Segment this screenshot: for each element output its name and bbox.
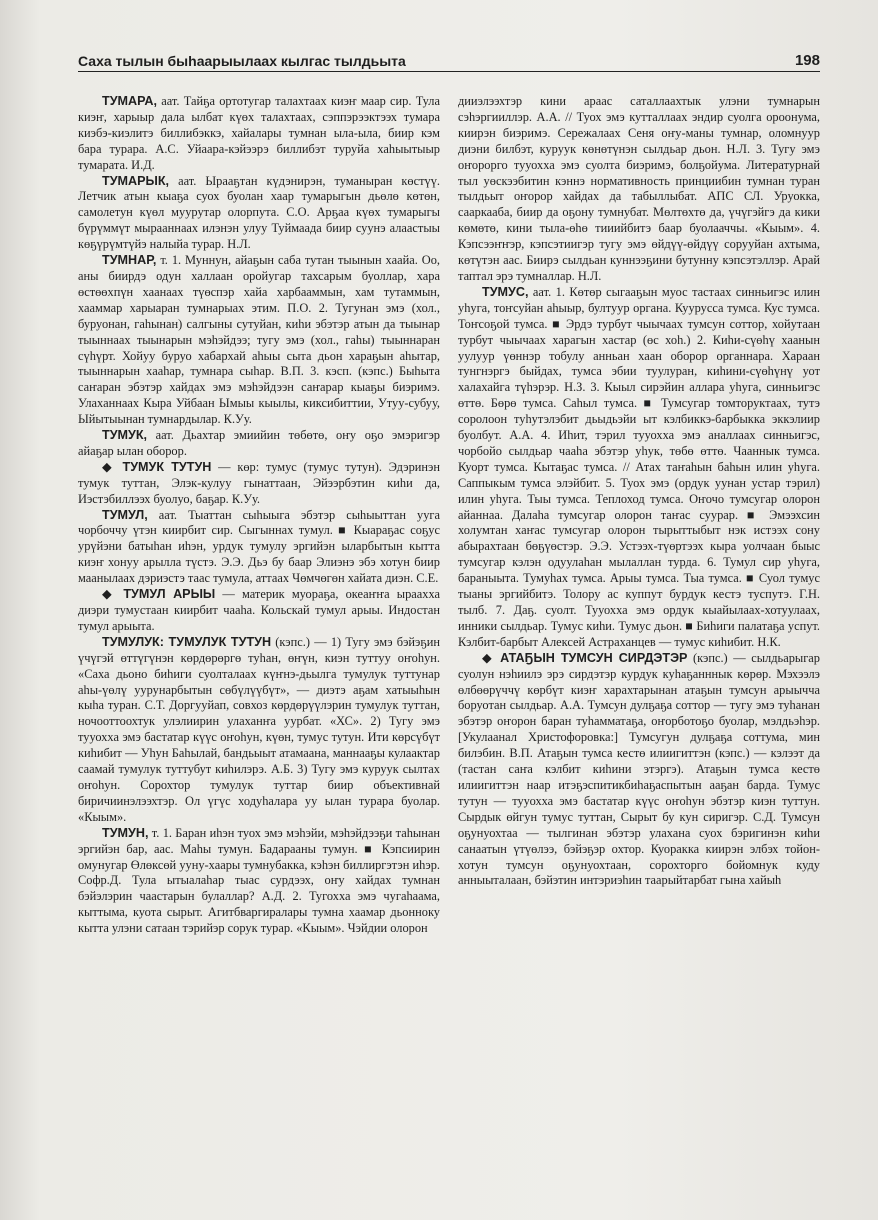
entry-text: (кэпс.) — 1) Тугу эмэ бэйэҕин үчүгэй өттүгүнэн көрдөрөргө туһан, өҥүн, киэн туттуу оҥоһун. «Саха дьоно биһиги суолталаах күҥнэ-дьылга тумулук туттунар аһы-үөлү уурунарбытын сөбүлүүбүт», — диэтэ аҕам хатыыһын кыһа туран. С.Т. Доргууйап, совхоз көрдөрүүлэрин тумулук туттан, ночооттоохтук улэлиирин улаханҥа уурбат. «ХС». 2) Тугу эмэ тууохха эмэ бастатар күүс оҥоһун, күөн, тумус тутун. Ити көрсүбүт киһибит — Уһун Баһылай, бандьыыт атамаана, маннааҕы кулаактар саамай тумулук туттубут киһилэрэ. А.Б. 3) Тугу эмэ куруук сылтах оҥоһун. Сорохтор тумулук туттар биир объективнай биричиинэлээхтэр. Ол үгүс ходуһалара уу ылан турара буолар. «Кыым».: [78, 634, 440, 824]
entry-headword: ТУМУЛ,: [102, 507, 148, 522]
entry-text: (кэпс.) — сылдьарыгар суолун нэһиилэ эрэ сирдэтэр курдук куһаҕанннык көрөр. Мэхээлэ өлбөөрүччү көрбүт киэҥ харахтарынан атаҕын тумсун арыычча боруотан сылдьар. А.А. Тумсун дулҕаҕа соттор — тугу эмэ туһанан эбэтэр оҥорон баран туһамматаҕа, оҥорботоҕо буолар, мэлдьэһэр. [Укулаанал Христофоровка:] Тумсугун дулҕаҕа соттума, мин билэбин. В.П. Атаҕын тумса кестө илиигиттэн (кэпс.) — кэлээт да (тастан саҥа кэлбит киһини этэргэ). Атаҕын тумса кестө илиигиттэн наар итэҕэспитикбиһаҕаспытын ааҕан барда. Тумус тутун — тууохха эмэ бастатар күүс оҥоһун эбэтэр киэн туттун. Сырдык өйгун тумус туттан, Сырыт бу кун сиригэр. С.Д. Тумсун оҕунуохтаа — тылгинан эбэтэр улахана суох бэригинэн киһи санаатын үтүөлээ, бэйэҕэр охтор. Куоракка киирэн элбэх тойон-хотун тумсун оҕунуохтаан, сорохторго бойомнук куду анныыталаан, бэйэтин интэриэһин таарыйтарбат гына хайыһ: [458, 650, 820, 888]
entry-headword: ТУМУК,: [102, 428, 148, 443]
entry-headword: ◆ ТУМУЛ АРЫЫ: [102, 587, 216, 602]
right-column: [458, 94, 820, 937]
entry-text: аат. 1. Көтөр сыгааҕын муос тастаах синньигэс илин уһуга, тоҥсуйан аһыыр, бултуур органа. Куурусса тумса. Кус тумса. Тоҥсоҕой тумса. ■ Эрдэ турбут чыычаах тумсун соттор, хойутаан турбут чыычаах харагын хастар (өс хоһ.) 2. Киһи-сүөһү хаанын уулуур үөннэр тобулу анньан хаан оборор органнара. Хараан тунгнэргэ быйдах, тумса эбии туулуран, киһини-сүөһүнү уот халахайга түһэрэр. Н.З. 3. Кыыл сирэйин аллара уһуга, синньигэс өттө. Бөрө тумса. Саһыл тумса. ■ Тумсугар томторуктаах, тутэ соролоон туһутэлэбит дьыдьэйи ыт кэлбиккэ-барбыкка эккэлиир буолбут. А.А. 4. Иһит, тэрил тууохха эмэ аналлаах синньигэс, чорбойо сылдьар чааһа эбэтэр уһук, төбө өттө. Чааннык тумса. Куорт тумса. Кытаҕас тумса. // Атах таҥаһын баһын илин уһуга. Саппыкым тумса элэйбит. 5. Туох эмэ (ордук уунан устар тэрил) илин уһуга. Тыы тумса. Теплоход тумса. Оҥочо тумсугар олорон айаннаа. Далаһа тумсугар олорон таҥас суурар. ■ Эмээхсин холумтан хаҥас тумсугар олорон тырыттыбыт нэк истээх сону абырахтаан бөҕүөстэр. Э.Э. Устээх-түөртээх кыра уолчаан быыс тумсугар кэлэн одуулаһан мылаллан турда. 6. Тумул сир уһуга, бараныыта. Тумуһах тумса. Арыы тумса. Тыа тумса. ■ Суол тумус тыаны эргийбитэ. Толору ас куппут бурдук кестэ туспутэ. Г.Н. тылб. 7. Даҕ. суолт. Тууохха эмэ ордук кыайылаах-хотуулаах, инники сылдьар. Тумус киһи. Тумус дьон. ■ Биһиги палатаҕа успут. Кэлбит-барбыт Алексей Астраханцев — тумус киһибит. Н.К.: [458, 284, 820, 649]
entry-headword: ТУМНАР,: [102, 253, 157, 268]
header-title: Саха тылын быhаарыылаах кылгас тылдьыта: [78, 53, 406, 69]
dictionary-entry: [78, 826, 440, 937]
entry-text: аат. Дьахтар эмиийин төбөтө, оҥу оҕо эмэригэр айаҕар ылан оборор.: [78, 428, 440, 458]
dictionary-entry: [458, 651, 820, 890]
entry-text: аат. Ырааҕтан күдэнирэн, туманыран көстүү. Летчик атын кыаҕа суох буолан хаар тумарыгын дьөлө көтөн, самолетун күөл муурутар олорпута. С.О. Арҕаа күөх тумарыгы бүрүммүт мырааннаах илэнэн улуу Туймаада биир суунэ алаастыы көҕүрүмтүйэ налыйа турар. Н.Л.: [78, 173, 440, 252]
entry-headword: ◆ ТУМУК ТУТУН: [102, 459, 212, 474]
dictionary-entry: [78, 635, 440, 826]
dictionary-entry: [78, 508, 440, 588]
entry-headword: ◆ АТАҔЫН ТУМСУН СИРДЭТЭР: [482, 650, 688, 665]
dictionary-entry: [78, 253, 440, 428]
entry-text: дииэлээхтэр кини араас саталлаахтык улэни тумнарын сэһэргииллэр. А.А. // Туох эмэ кутталлаах эндир суолга ороонума, киирэн биэримэ. Сережалаах Сеня оҥу-маны тумнар, оломнуур диэни билбэт, куруук көнөтүнэн сылдьар дьон. Н.Л. 3. Тугу эмэ оҥорорго тууохха эмэ суолта биэримэ, болҕойума. Литературнай тыл уөскээбитин кэннэ нормативность принциибин тумнан туран тылдьыт оҥорор хайдах да табыллыбат. АПС СЛ. Уруокка, сааркааба, биир да оҕону тумнубат. Мөлтөхтө да, үчүгэйгэ да кики көмөтө, кини тыла-өһө тииийбитэ баар буолааччы. «Кыым». 4. Кэпсээҥҥэр, кэпсэтиигэр тугу эмэ өйдүү-өйдүү сорууйан ахтыма, көтүтэн аас. Биирэ сылдьан куннээҕини бутунну кэпсэтэллэр. Арай таптал эрэ тумналлар. Н.Л.: [458, 94, 820, 283]
dictionary-entry: [78, 587, 440, 635]
dictionary-entry: [458, 94, 820, 285]
entry-text: аат. Тыаттан сыһыыга эбэтэр сыһыыттан ууга чорбоччу үтэн киирбит сир. Сыгыннах тумул. ■ Кыараҕас соҕус урүйэни батыһан иһэн, урдук тумулу эргийэн ыларбытын кытта киэҥ хонуу арылла түстэ. Э.Э. Дьэ бу баар Элиэнэ эбэ хотун биир маанылаах дэриэстэ таас тумула, аттаах Чөмчөгөн хайата диэн. С.Е.: [78, 507, 440, 586]
dictionary-entry: [78, 460, 440, 508]
entry-headword: ТУМАРА,: [102, 94, 157, 108]
entry-headword: ТУМУЛУК: ТУМУЛУК ТУТУН: [102, 634, 272, 649]
dictionary-entry: [78, 94, 440, 174]
entry-headword: ТУМАРЫК,: [102, 173, 170, 188]
entry-text: — көр: тумус (тумус тутун). Эдэринэн тумук туттан, Элэк-кулуу гынаттаан, Эйээрбэтин киһи да, Иэстэбиллээх буолуо, баҕар. К.Уу.: [78, 459, 440, 506]
dictionary-entry: [78, 428, 440, 460]
entry-text: т. 1. Муннун, айаҕын саба тутан тыынын хаайа. Оо, аны биирдэ одун халлаан оройугар тахсарым буоллар, хара өстөөхпүн хаанаах түөспэр хайа харбааммын, хам тутаммын, хааммар харыаран тумнарыах этим. П.О. 2. Тугунан эмэ (хол., буруонан, гаһынан) салгыны сутуйан, киһи эбэтэр атын да тыынар тыыннаах тыынарын мэһэйдээ; тугу эмэ (хол., гаһы) тыыннаран сүһүрт. Хойуу буруо хабархай аһыы сыта дьон хараҕын аһытар, тыыннарын хааһар, тумнара сыһар. В.П. 3. кэсп. (кэпс.) Быһыта саҥаран эбэтэр хайдах эмэ мэһэйдээн саҥарар кыаҕы биэримэ. Улаханнаах Кыра Уйбаан Ымыы кыылы, киксибиттии, Утуу-субуу, Ыйытыынан тумнардылар. К.Уу.: [78, 253, 440, 427]
entry-headword: ТУМУС,: [482, 284, 529, 299]
dictionary-entry: [458, 285, 820, 651]
entry-text: т. 1. Баран иһэн туох эмэ мэһэйи, мэһэйдээҕи таһынан эргийэн бар, аас. Маһы тумун. Бадарааны тумун. ■ Кэпсиирин омунугар Өлөксөй ууну-хаары тумнубакка, кэһэн биллиргэтэн иһэр. Софр.Д. Тула ытыалаһар тыас сурдээх, оҥу хайдах тумнан бэйэлэрин чаастарын булаллар? А.Д. 2. Тугохха эмэ чугаһаама, кыттыма, куота сырыт. Агитбваргиралары тумна хаамар дьонноку кытта улэни сатаан тэрийэр сорук турар. «Кыым». Чэйдии олорон: [78, 825, 440, 936]
text-columns: [78, 94, 820, 937]
running-header: [78, 52, 820, 72]
entry-headword: ТУМУН,: [102, 825, 149, 840]
page-number: 198: [794, 52, 820, 69]
dictionary-entry: [78, 174, 440, 254]
left-column: [78, 94, 440, 937]
entry-text: — материк муораҕа, океаҥҥа ыраахха диэри тумустаан киирбит чааһа. Кольскай тумул арыы. Индостан тумул арыыта.: [78, 587, 440, 633]
entry-text: аат. Тайҕа ортотугар талахтаах киэҥ маар сир. Тула киэҥ, харыыр дала ылбат күөх талахтаах, сэппэрээктээх тумара киэбэ-киэлитэ биллибэккэ, хайалары тумнан ыла-ыла, биир кэм бара турара. А.С. Уйаара-кэйээрэ биллибэт туруйа хаһыытыыр тумарата. И.Д.: [78, 94, 440, 172]
